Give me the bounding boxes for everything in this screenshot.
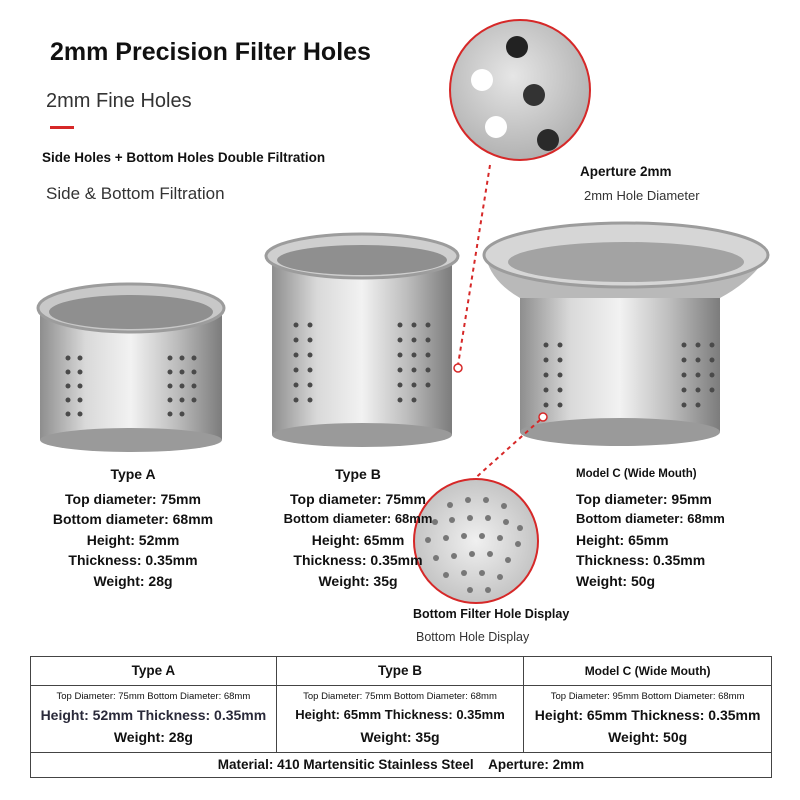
spec-weight: Weight: 35g <box>318 572 398 589</box>
spec-top: Top diameter: 75mm <box>65 490 201 507</box>
table-diameter: Top Diameter: 95mm Bottom Diameter: 68mm <box>550 691 745 702</box>
spec-thickness: Thickness: 0.35mm <box>68 552 198 568</box>
spec-block-model-c <box>570 464 740 591</box>
table-footer: Material: 410 Martensitic Stainless Steel Aperture: 2mm <box>31 753 772 778</box>
aperture-subtitle: 2mm Hole Diameter <box>584 188 700 203</box>
basket-type-a <box>38 284 224 452</box>
spec-top: Top diameter: 75mm <box>290 490 426 507</box>
basket-type-b <box>266 234 458 447</box>
table-cell <box>524 686 772 753</box>
spec-thickness: Thickness: 0.35mm <box>293 552 423 568</box>
bottom-display-subtitle: Bottom Hole Display <box>416 630 530 644</box>
spec-bottom: Bottom diameter: 68mm <box>283 511 433 526</box>
spec-weight: Weight: 28g <box>93 572 173 589</box>
spec-height: Height: 52mm <box>86 531 180 548</box>
spec-weight: Weight: 50g <box>576 572 656 589</box>
table-header-cell: Type B <box>276 657 523 686</box>
table-row <box>31 686 772 753</box>
hole-zoom-circle <box>450 20 590 160</box>
accent-divider <box>50 126 74 129</box>
bottom-display-title: Bottom Filter Hole Display <box>413 607 570 621</box>
table-cell <box>276 686 523 753</box>
spec-bottom: Bottom diameter: 68mm <box>52 511 214 527</box>
table-header-cell: Type A <box>31 657 277 686</box>
spec-height: Height: 65mm <box>576 531 669 548</box>
table-height-thickness: Height: 52mm Thickness: 0.35mm <box>40 707 267 723</box>
table-cell <box>31 686 277 753</box>
spec-block-type-a <box>38 464 228 591</box>
headline-title: 2mm Precision Filter Holes <box>50 38 371 66</box>
spec-name: Type A <box>110 466 156 482</box>
spec-bottom: Bottom diameter: 68mm <box>576 511 725 526</box>
feature-subtitle: Side & Bottom Filtration <box>46 184 225 203</box>
table-height-thickness: Height: 65mm Thickness: 0.35mm <box>295 707 505 722</box>
zoom-leader-dot <box>454 364 462 372</box>
table-header-cell: Model C (Wide Mouth) <box>524 657 772 686</box>
basket-model-c <box>484 223 768 446</box>
spec-top: Top diameter: 95mm <box>576 490 712 507</box>
spec-height: Height: 65mm <box>311 531 405 548</box>
spec-table <box>30 656 772 778</box>
table-weight: Weight: 28g <box>113 729 193 745</box>
spec-block-type-b <box>258 464 458 591</box>
table-footer-row <box>31 753 772 778</box>
aperture-title: Aperture 2mm <box>580 164 672 179</box>
bottom-leader-dot <box>539 413 547 421</box>
spec-name: Type B <box>335 466 381 482</box>
table-height-thickness: Height: 65mm Thickness: 0.35mm <box>534 707 761 723</box>
table-header-row <box>31 657 772 686</box>
table-weight: Weight: 35g <box>360 729 440 745</box>
feature-title: Side Holes + Bottom Holes Double Filtration <box>42 150 326 165</box>
table-weight: Weight: 50g <box>608 729 688 745</box>
table-diameter: Top Diameter: 75mm Bottom Diameter: 68mm <box>56 691 251 702</box>
table-diameter: Top Diameter: 75mm Bottom Diameter: 68mm <box>303 691 497 702</box>
zoom-leader-line <box>458 165 490 365</box>
headline-subtitle: 2mm Fine Holes <box>46 90 192 112</box>
spec-name: Model C (Wide Mouth) <box>576 468 697 480</box>
spec-thickness: Thickness: 0.35mm <box>576 552 706 568</box>
